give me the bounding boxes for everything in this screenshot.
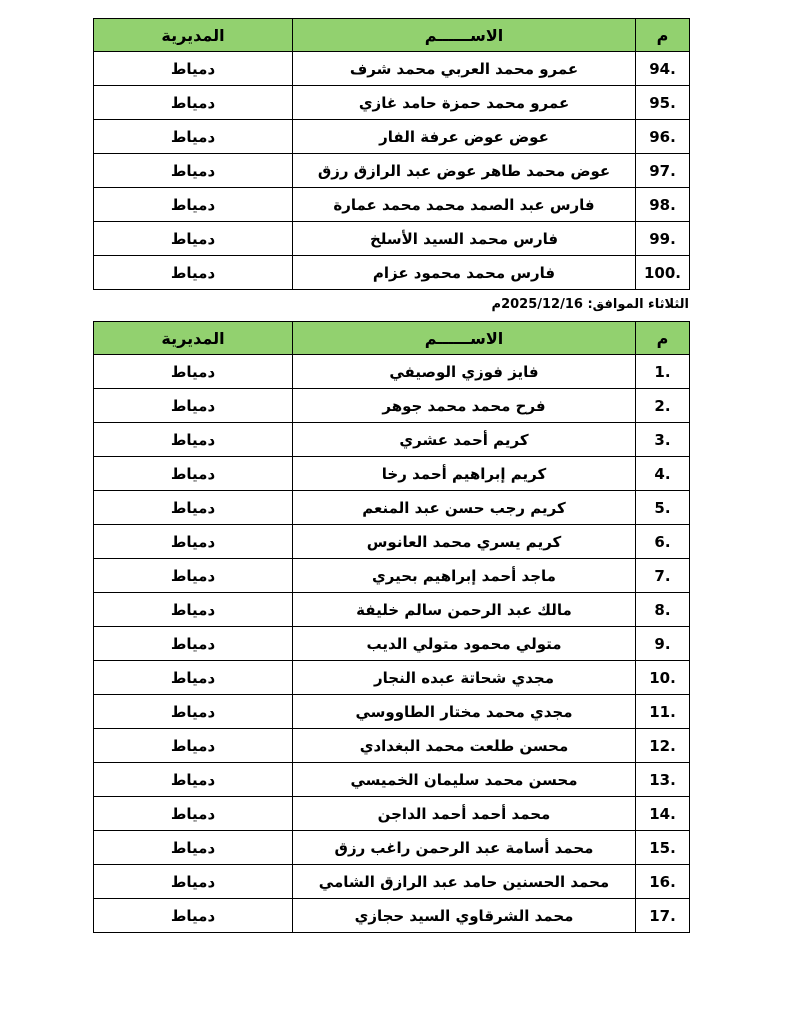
names-table-1	[93, 18, 690, 290]
names-table-2	[93, 321, 690, 933]
row-number: 7.	[636, 559, 690, 593]
table-row	[94, 831, 690, 865]
row-directorate: دمياط	[94, 831, 293, 865]
header-directorate: المديرية	[94, 322, 293, 355]
row-name: فارس محمد محمود عزام	[293, 256, 636, 290]
row-name: فايز فوزي الوصيفي	[293, 355, 636, 389]
row-number: 4.	[636, 457, 690, 491]
table-row	[94, 729, 690, 763]
table-header-row	[94, 322, 690, 355]
row-number: 95.	[636, 86, 690, 120]
row-directorate: دمياط	[94, 154, 293, 188]
table-header-row	[94, 19, 690, 52]
row-name: محمد أحمد أحمد الداجن	[293, 797, 636, 831]
row-directorate: دمياط	[94, 865, 293, 899]
row-number: 3.	[636, 423, 690, 457]
row-name: فارس عبد الصمد محمد محمد عمارة	[293, 188, 636, 222]
table-row	[94, 763, 690, 797]
row-directorate: دمياط	[94, 256, 293, 290]
row-name: عوض عوض عرفة الفار	[293, 120, 636, 154]
table-row	[94, 120, 690, 154]
row-number: 17.	[636, 899, 690, 933]
row-directorate: دمياط	[94, 423, 293, 457]
header-name: الاســــــم	[293, 19, 636, 52]
table-row	[94, 457, 690, 491]
row-number: 13.	[636, 763, 690, 797]
row-directorate: دمياط	[94, 457, 293, 491]
row-number: 5.	[636, 491, 690, 525]
row-name: عوض محمد طاهر عوض عبد الرازق رزق	[293, 154, 636, 188]
row-directorate: دمياط	[94, 222, 293, 256]
row-directorate: دمياط	[94, 52, 293, 86]
row-name: محسن طلعت محمد البغدادي	[293, 729, 636, 763]
table-row	[94, 222, 690, 256]
row-directorate: دمياط	[94, 86, 293, 120]
row-name: ماجد أحمد إبراهيم بحيري	[293, 559, 636, 593]
table-row	[94, 154, 690, 188]
row-number: 97.	[636, 154, 690, 188]
table-row	[94, 525, 690, 559]
table-row	[94, 593, 690, 627]
table-row	[94, 86, 690, 120]
row-name: مجدي محمد مختار الطاووسي	[293, 695, 636, 729]
row-directorate: دمياط	[94, 120, 293, 154]
header-num: م	[636, 322, 690, 355]
row-name: كريم أحمد عشري	[293, 423, 636, 457]
header-num: م	[636, 19, 690, 52]
row-number: 100.	[636, 256, 690, 290]
row-number: 15.	[636, 831, 690, 865]
header-name: الاســــــم	[293, 322, 636, 355]
row-number: 16.	[636, 865, 690, 899]
row-name: كريم رجب حسن عبد المنعم	[293, 491, 636, 525]
date-line: الثلاثاء الموافق: 2025/12/16م	[491, 297, 689, 312]
row-directorate: دمياط	[94, 593, 293, 627]
row-directorate: دمياط	[94, 661, 293, 695]
row-name: محمد الشرقاوي السيد حجازي	[293, 899, 636, 933]
table-row	[94, 423, 690, 457]
row-number: 10.	[636, 661, 690, 695]
row-number: 6.	[636, 525, 690, 559]
row-directorate: دمياط	[94, 797, 293, 831]
table-row	[94, 627, 690, 661]
row-directorate: دمياط	[94, 355, 293, 389]
row-number: 99.	[636, 222, 690, 256]
table-row	[94, 389, 690, 423]
row-directorate: دمياط	[94, 559, 293, 593]
row-name: فارس محمد السيد الأسلخ	[293, 222, 636, 256]
row-name: عمرو محمد حمزة حامد غازي	[293, 86, 636, 120]
row-directorate: دمياط	[94, 389, 293, 423]
row-name: محمد أسامة عبد الرحمن راغب رزق	[293, 831, 636, 865]
row-name: مالك عبد الرحمن سالم خليفة	[293, 593, 636, 627]
row-directorate: دمياط	[94, 491, 293, 525]
row-number: 1.	[636, 355, 690, 389]
table-row	[94, 355, 690, 389]
row-directorate: دمياط	[94, 627, 293, 661]
row-number: 94.	[636, 52, 690, 86]
row-directorate: دمياط	[94, 899, 293, 933]
row-number: 11.	[636, 695, 690, 729]
row-number: 8.	[636, 593, 690, 627]
row-name: كريم يسري محمد العانوس	[293, 525, 636, 559]
row-number: 2.	[636, 389, 690, 423]
row-directorate: دمياط	[94, 763, 293, 797]
row-directorate: دمياط	[94, 525, 293, 559]
row-directorate: دمياط	[94, 188, 293, 222]
table-row	[94, 899, 690, 933]
row-name: فرح محمد محمد جوهر	[293, 389, 636, 423]
row-directorate: دمياط	[94, 729, 293, 763]
row-number: 9.	[636, 627, 690, 661]
table-row	[94, 491, 690, 525]
row-name: محسن محمد سليمان الخميسي	[293, 763, 636, 797]
header-directorate: المديرية	[94, 19, 293, 52]
row-number: 14.	[636, 797, 690, 831]
table-row	[94, 188, 690, 222]
row-name: كريم إبراهيم أحمد رخا	[293, 457, 636, 491]
table-row	[94, 52, 690, 86]
table-row	[94, 865, 690, 899]
row-name: محمد الحسنين حامد عبد الرازق الشامي	[293, 865, 636, 899]
row-directorate: دمياط	[94, 695, 293, 729]
table-row	[94, 661, 690, 695]
row-name: عمرو محمد العربي محمد شرف	[293, 52, 636, 86]
table-row	[94, 797, 690, 831]
row-number: 98.	[636, 188, 690, 222]
row-name: مجدي شحاتة عبده النجار	[293, 661, 636, 695]
table-row	[94, 695, 690, 729]
table-row	[94, 559, 690, 593]
row-number: 12.	[636, 729, 690, 763]
table-row	[94, 256, 690, 290]
row-number: 96.	[636, 120, 690, 154]
row-name: متولي محمود متولي الديب	[293, 627, 636, 661]
